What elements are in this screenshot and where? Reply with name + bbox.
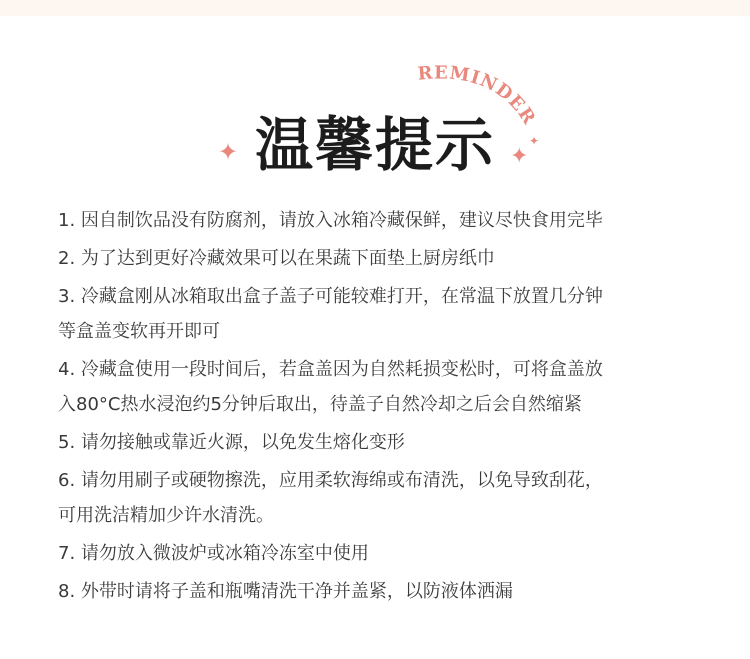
sparkle-icon: ✦	[529, 134, 540, 148]
tip-item: 4. 冷藏盒使用一段时间后，若盒盖因为自然耗损变松时，可将盒盖放 入80°C热水浸泡约5分钟后取出，待盖子自然冷却之后会自然缩紧	[58, 359, 603, 415]
tip-item: 5. 请勿接触或靠近火源，以免发生熔化变形	[58, 432, 405, 453]
tip-item: 1. 因自制饮品没有防腐剂，请放入冰箱冷藏保鲜，建议尽快食用完毕	[58, 210, 603, 231]
reminder-badge-text: REMINDER	[416, 62, 540, 129]
tip-item: 7. 请勿放入微波炉或冰箱冷冻室中使用	[58, 543, 369, 564]
sparkle-icon: ✦	[510, 144, 529, 169]
reminder-header	[0, 60, 750, 190]
tip-item: 2. 为了达到更好冷藏效果可以在果蔬下面垫上厨房纸巾	[58, 248, 495, 269]
tip-item: 8. 外带时请将子盖和瓶嘴清洗干净并盖紧，以防液体洒漏	[58, 581, 513, 602]
top-band	[0, 0, 750, 16]
tips-list	[58, 203, 708, 612]
sparkle-icon: ✦	[218, 138, 239, 166]
tip-item: 6. 请勿用刷子或硬物擦洗，应用柔软海绵或布清洗，以免导致刮花， 可用洗洁精加少许水清洗。	[58, 470, 603, 526]
tip-item: 3. 冷藏盒刚从冰箱取出盒子盖子可能较难打开，在常温下放置几分钟 等盒盖变软再开即可	[58, 286, 603, 342]
page-title: 温馨提示	[254, 111, 495, 179]
